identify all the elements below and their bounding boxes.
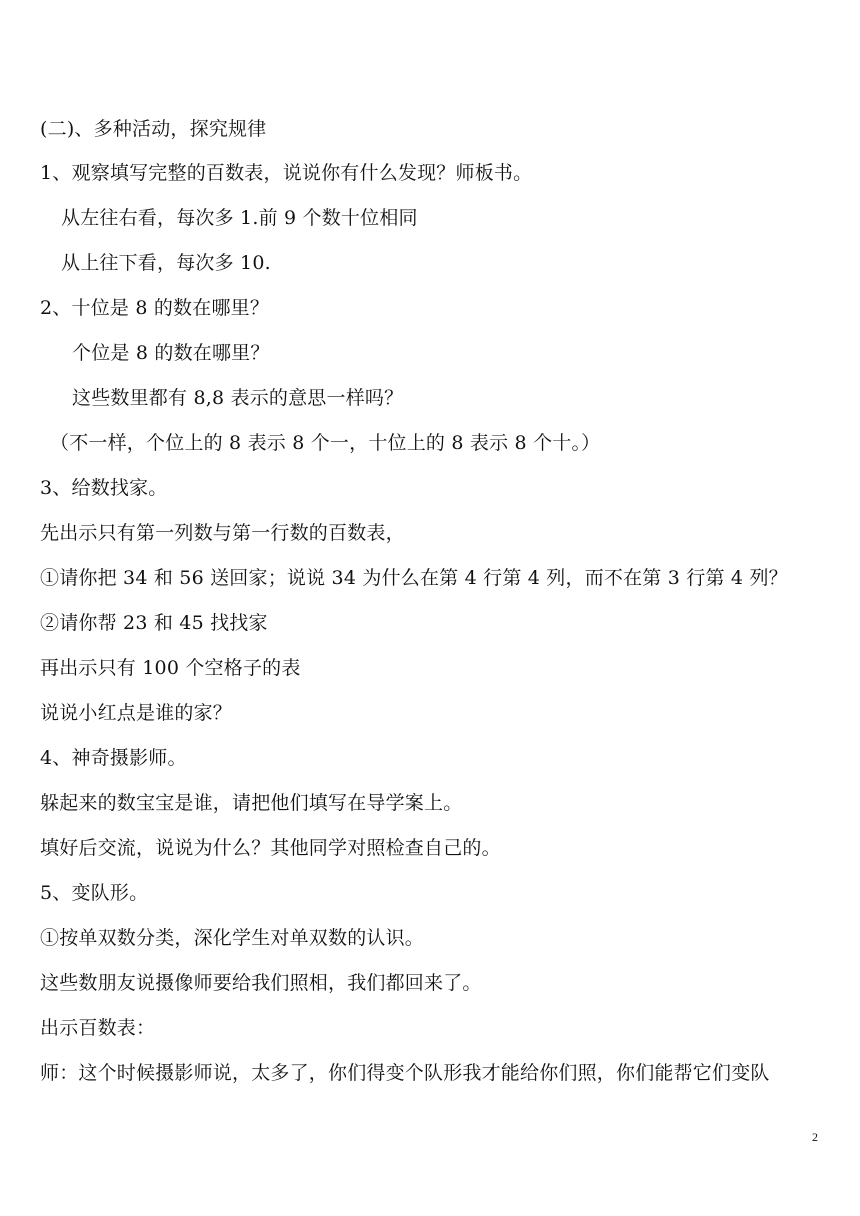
text-line: 这些数里都有 8,8 表示的意思一样吗？ xyxy=(72,387,404,409)
text-line: 再出示只有 100 个空格子的表 xyxy=(40,657,301,679)
text-line: 个位是 8 的数在哪里？ xyxy=(72,342,270,364)
page-number: 2 xyxy=(812,1130,818,1144)
text-line: 5、变队形。 xyxy=(40,882,149,904)
text-line: 2、十位是 8 的数在哪里？ xyxy=(40,297,270,319)
text-line: （不一样，个位上的 8 表示 8 个一，十位上的 8 表示 8 个十。） xyxy=(50,432,601,454)
text-line: ①按单双数分类，深化学生对单双数的认识。 xyxy=(40,927,425,949)
text-line: 1、观察填写完整的百数表，说说你有什么发现？师板书。 xyxy=(40,162,533,184)
text-line: 躲起来的数宝宝是谁，请把他们填写在导学案上。 xyxy=(40,792,463,814)
text-line: 这些数朋友说摄像师要给我们照相，我们都回来了。 xyxy=(40,972,482,994)
text-line: 4、神奇摄影师。 xyxy=(40,747,187,769)
text-line: 出示百数表： xyxy=(40,1017,156,1039)
text-line: ②请你帮 23 和 45 找找家 xyxy=(40,612,268,634)
section-heading: (二)、多种活动，探究规律 xyxy=(40,118,267,140)
text-line: 先出示只有第一列数与第一行数的百数表， xyxy=(40,522,405,544)
text-line: 说说小红点是谁的家？ xyxy=(40,702,233,724)
text-line: 从上往下看，每次多 10. xyxy=(61,252,271,274)
text-line: 填好后交流，说说为什么？其他同学对照检查自己的。 xyxy=(40,837,501,859)
text-line: 从左往右看，每次多 1.前 9 个数十位相同 xyxy=(61,207,418,229)
text-line: ①请你把 34 和 56 送回家；说说 34 为什么在第 4 行第 4 列，而不在第 3 行第 4 列？ xyxy=(40,567,788,589)
text-line: 师：这个时候摄影师说，太多了，你们得变个队形我才能给你们照，你们能帮它们变队 xyxy=(40,1062,770,1084)
text-line: 3、给数找家。 xyxy=(40,477,168,499)
